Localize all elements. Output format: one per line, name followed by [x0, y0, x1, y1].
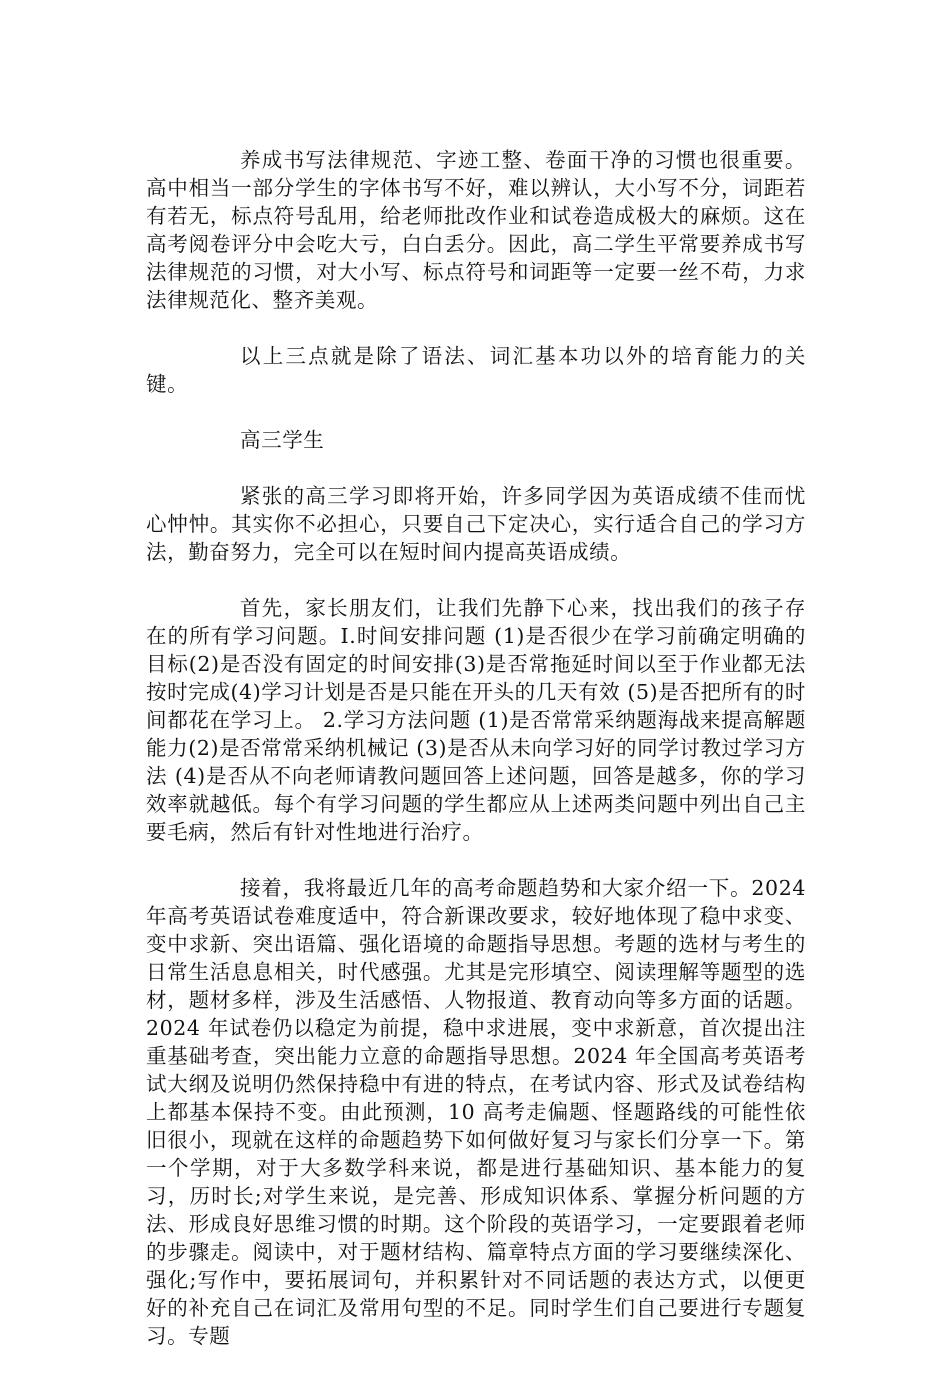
section-heading-senior-three: 高三学生: [240, 428, 325, 452]
paragraph-study-problems: 首先，家长朋友们，让我们先静下心来，找出我们的孩子存在的所有学习问题。I.时间安排问题 (1)是否很少在学习前确定明确的目标(2)是否没有固定的时间安排(3)是否常拖延时间以至于作业都无法按时完成(4)学习计划是否是只能在开头的几天有效 (5)是否把所有的时间都花在学习上。 2.学习方法问题 (1)是否常常采纳题海战来提高解题能力(2)是否常常采纳机械记 (3)是否从未向学习好的同学讨教过学习方法 (4)是否从不向老师请教问题回答上述问题，回答是越多，你的学习效率就越低。每个有学习问题的学生都应从上述两类问题中列出自己主要毛病，然后有针对性地进行治疗。: [146, 596, 806, 844]
document-body: [146, 146, 806, 1378]
paragraph-handwriting-habits: 养成书写法律规范、字迹工整、卷面干净的习惯也很重要。高中相当一部分学生的字体书写不好，难以辨认，大小写不分，词距若有若无，标点符号乱用，给老师批改作业和试卷造成极大的麻烦。这在高考阅卷评分中会吃大亏，白白丢分。因此，高二学生平常要养成书写法律规范的习惯，对大小写、标点符号和词距等一定要一丝不苟，力求法律规范化、整齐美观。: [146, 148, 806, 312]
paragraph-senior-three-intro: 紧张的高三学习即将开始，许多同学因为英语成绩不佳而忧心忡忡。其实你不必担心，只要自己下定决心，实行适合自己的学习方法，勤奋努力，完全可以在短时间内提高英语成绩。: [146, 484, 806, 564]
paragraph-summary: 以上三点就是除了语法、词汇基本功以外的培育能力的关键。: [146, 344, 806, 396]
paragraph-exam-trends: 接着，我将最近几年的高考命题趋势和大家介绍一下。2024 年高考英语试卷难度适中，符合新课改要求，较好地体现了稳中求变、变中求新、突出语篇、强化语境的命题指导思想。考题的选材与考生的日常生活息息相关，时代感强。尤其是完形填空、阅读理解等题型的选材，题材多样，涉及生活感悟、人物报道、教育动向等多方面的话题。2024 年试卷仍以稳定为前提，稳中求进展，变中求新意，首次提出注重基础考查，突出能力立意的命题指导思想。2024 年全国高考英语考试大纲及说明仍然保持稳中有进的特点，在考试内容、形式及试卷结构上都基本保持不变。由此预测，10 高考走偏题、怪题路线的可能性依旧很小，现就在这样的命题趋势下如何做好复习与家长们分享一下。第一个学期，对于大多数学科来说，都是进行基础知识、基本能力的复习，历时长;对学生来说，是完善、形成知识体系、掌握分析问题的方法、形成良好思维习惯的时期。这个阶段的英语学习，一定要跟着老师的步骤走。阅读中，对于题材结构、篇章特点方面的学习要继续深化、强化;写作中，要拓展词句，并积累针对不同话题的表达方式，以便更好的补充自己在词汇及常用句型的不足。同时学生们自己要进行专题复习。专题: [146, 876, 806, 1348]
